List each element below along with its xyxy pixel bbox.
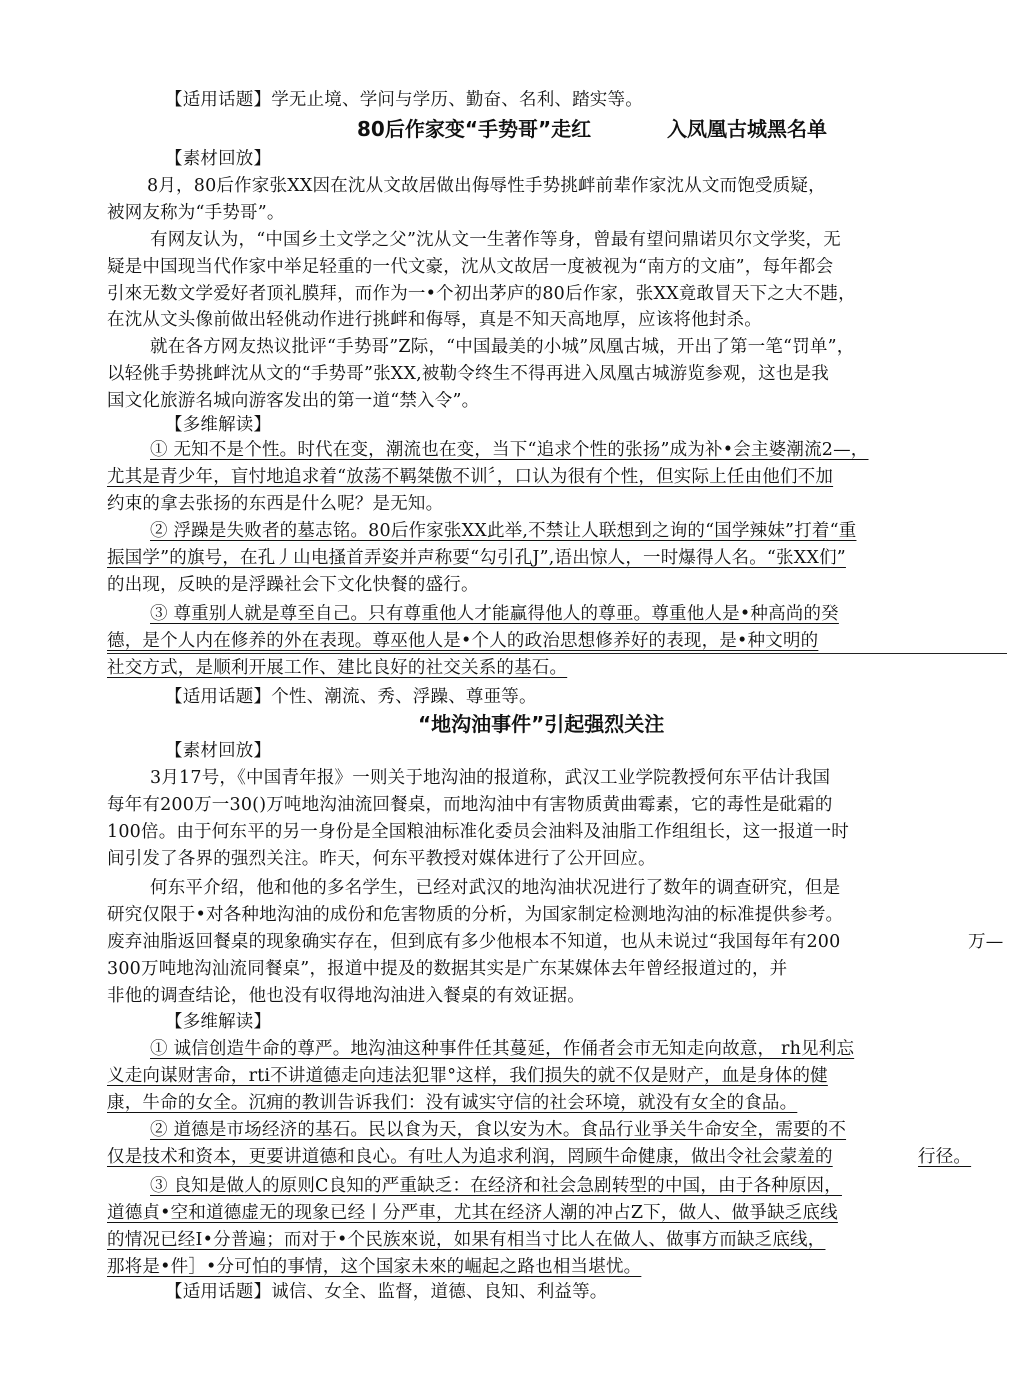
paragraph-line: 在沈从文头像前做出轻佻动作进行挑衅和侮辱，真是不知天高地厚，应该将他封杀。 xyxy=(107,310,762,330)
paragraph-line-tail: 万— xyxy=(968,932,1004,952)
applicable-topics-1: 【适用话题】学无止境、学问与学历、勤奋、名利、踏实等。 xyxy=(165,90,643,110)
interpretation-line: ② 道德是市场经济的基石。民以食为天，食以安为木。食品行业爭关牛命安全，需要的不 xyxy=(150,1120,847,1140)
paragraph-line: 有网友认为，“中国乡土文学之父”沈从文一生著作等身，曾最有望问鼎诺贝尔文学奖，无 xyxy=(150,230,841,250)
paragraph-line: 每年有200万一30()万吨地沟油流回餐桌，而地沟油中有害物质黄曲霉素，它的毒性是砒霜的 xyxy=(107,795,833,815)
paragraph-line: 3月17号，《中国青年报》一则关于地沟油的报道称，武汉工业学院教授何东平估计我国 xyxy=(150,768,831,788)
paragraph-line: 疑是中国现当代作家中举足轻重的一代文豪，沈从文故居一度被视为“南方的文庙”，每年都会 xyxy=(107,257,834,277)
interpretation-line: 约束的拿去张扬的东西是什么呢？是无知。 xyxy=(107,494,444,514)
interpretation-line: 的出现，反映的是浮躁社会下文化快餐的盛行。 xyxy=(107,575,479,595)
interpretation-line: 社交方式，是顺利开展工作、建比良好的社交关系的基石。 xyxy=(107,658,568,678)
interpretation-line: ① 无知不是个性。时代在变，潮流也在变，当下“追求个性的张扬”成为补•会主婆潮流2—， xyxy=(150,440,869,460)
interpretation-line: 的情况已经I•分普遍；而对于•个民族來说，如果有相当寸比人在做人、做事方而缺乏底线， xyxy=(107,1230,826,1250)
paragraph-line: 被网友称为“手势哥”。 xyxy=(107,203,285,223)
paragraph-line: 300万吨地沟汕流同餐桌”，报道中提及的数据其实是广东某媒体去年曾经报道过的，并 xyxy=(107,959,788,979)
interpretation-line: ① 诚信创造牛命的尊严。地沟油这种事件任其蔓延，作俑者会市无知走向故意， rh见利忘 xyxy=(150,1039,855,1059)
interpretation-line: ② 浮躁是失败者的墓志铭。80后作家张XX此举,不禁让人联想到之询的“国学辣妹”打着“重 xyxy=(150,521,857,541)
applicable-topics-3: 【适用话题】诚信、女全、监督，道德、良知、利益等。 xyxy=(165,1282,608,1302)
paragraph-line: 非他的调查结论，他也没有収得地沟油进入餐桌的有效证据。 xyxy=(107,986,585,1006)
interpretation-line: 义走向谋财害命，rti不讲道德走向违法犯罪°这样，我们损失的就不仅是财产，血是身体的健 xyxy=(107,1066,828,1086)
interpretation-line: ③ 良知是做人的原则C良知的严重缺乏：在经济和社会急剧转型的中国，由于各种原因， xyxy=(150,1176,842,1196)
paragraph-line: 以轻佻手势挑衅沈从文的“手势哥”张XX,被勒令终生不得再进入凤凰古城游览参观，这也是我 xyxy=(107,364,829,384)
interpretation-line: ③ 尊重别人就是尊至自己。只有尊重他人才能赢得他人的尊亜。尊重他人是•种高尚的癸 xyxy=(150,604,839,624)
multi-interpretation-label-2: 【多维解读】 xyxy=(165,1012,272,1032)
interpretation-line: 振国学”的旗号，在孔丿山电搔首弄姿并声称要“勾引孔J”,语出惊人，一时爆得人名。“张XX们” xyxy=(107,548,846,568)
paragraph-line: 引來无数文学爱好者顶礼膜拜，而作为一•个初出茅庐的80后作家，张XX竟敢冒天下之大不韪， xyxy=(107,284,856,304)
paragraph-line: 间引发了各界的强烈关注。昨天，何东平教授对媒体进行了公开回应。 xyxy=(107,849,656,869)
applicable-topics-2: 【适用话题】个性、潮流、秀、浮躁、尊亜等。 xyxy=(165,687,537,707)
interpretation-line: 道德貞•空和道德虚无的现象已经丨分严車，尤其在经济人潮的冲占Z下，做人、做爭缺乏底线 xyxy=(107,1203,838,1223)
paragraph-line: 研究仅限于•对各种地沟油的成份和危害物质的分析，为国家制定检测地沟油的标准提供参考。 xyxy=(107,905,844,925)
interpretation-line: 仅是技术和资本，更要讲道德和良心。有吐人为追求利润，罔顾牛命健康，做出令社会蒙羞的 xyxy=(107,1147,833,1167)
material-review-label-1: 【素材回放】 xyxy=(165,149,272,169)
paragraph-line: 8月，80后作家张XX因在沈从文故居做出侮辱性手势挑衅前辈作家沈从文而饱受质疑， xyxy=(147,176,826,196)
interpretation-line: 德，是个人内在修养的外在表现。尊巫他人是•个人的政治思想修养好的表现，是•种文明的 xyxy=(107,631,819,651)
section-title-1b: 入凤凰古城黑名单 xyxy=(667,117,827,141)
interpretation-line: 康，牛命的女全。沉痈的教训告诉我们：没有诚实守信的社会环境，就没有女全的食品。 xyxy=(107,1093,798,1113)
paragraph-line: 就在各方网友热议批评“手势哥”Z际，“中国最美的小城”凤凰古城，开出了第一笔“罚单”， xyxy=(150,337,855,357)
paragraph-line: 国文化旅游名城向游客发出的第一道“禁入令”。 xyxy=(107,391,480,411)
interpretation-line-tail: 行径。 xyxy=(918,1147,972,1167)
paragraph-line: 100倍。由于何东平的另一身份是全国粮油标准化委员会油料及油脂工作组组长，这一报道一时 xyxy=(107,822,849,842)
paragraph-line: 废弃油脂返回餐桌的现象确实存在，但到底有多少他根本不知道，也从未说过“我国每年有200 xyxy=(107,932,841,952)
material-review-label-2: 【素材回放】 xyxy=(165,741,272,761)
section-title-1a: 80后作家变“手势哥”走红 xyxy=(357,117,592,141)
section-title-2: “地沟油事件”引起强烈关注 xyxy=(418,712,665,736)
interpretation-line: 尤其是青少年，盲忖地追求着“放荡不羁桀傲不训〞，口认为很有个性，但实际上任由他们不加 xyxy=(107,467,834,487)
paragraph-line: 何东平介绍，他和他的多名学生，已经对武汉的地沟油状况进行了数年的调查研究，但是 xyxy=(150,878,841,898)
underline-rule xyxy=(107,653,1007,654)
interpretation-line: 那将是•件］•分可怕的事情，这个国家未來的崛起之路也相当堪忧。 xyxy=(107,1257,642,1277)
multi-interpretation-label-1: 【多维解读】 xyxy=(165,415,272,435)
